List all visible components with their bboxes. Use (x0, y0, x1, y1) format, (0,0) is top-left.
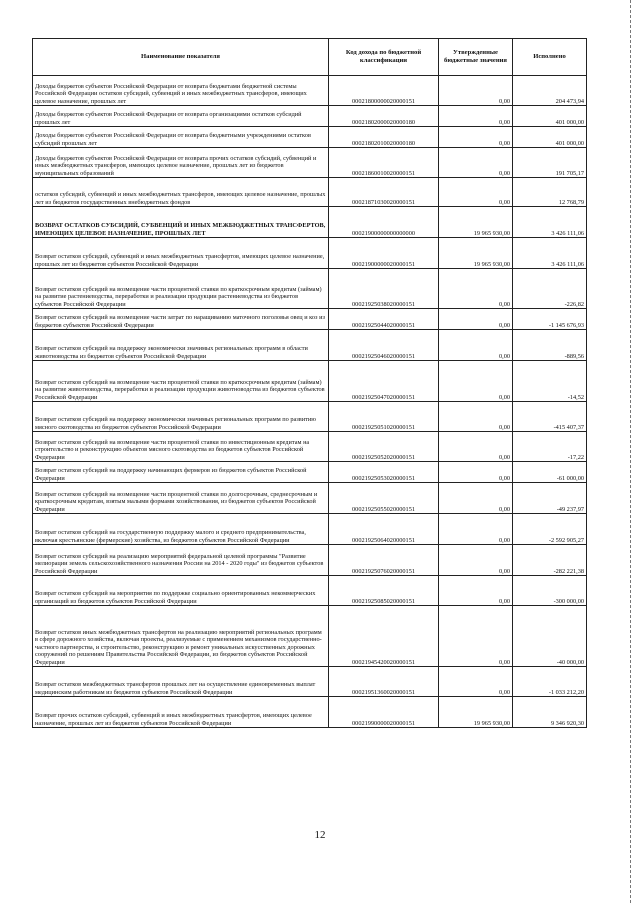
row-executed: -1 145 676,93 (513, 309, 587, 330)
row-executed: 12 768,79 (513, 178, 587, 207)
table-row (33, 483, 587, 514)
table-row (33, 361, 587, 402)
row-name: Возврат остатков субсидий на возмещение части процентной ставки по краткосрочным кредитам (займам) на развитие растениеводства, переработки и реализации продукции растениеводства из бюджетов субъектов Российской Федерации (33, 269, 329, 309)
header-executed: Исполнено (513, 39, 587, 76)
table-row (33, 462, 587, 483)
row-executed: 401 000,00 (513, 106, 587, 127)
row-name: остатков субсидий, субвенций и иных межбюджетных трансферов, имеющих целевое назначение, прошлых лет из бюджетов государственных внебюджетных фондов (33, 178, 329, 207)
row-executed: 204 473,94 (513, 76, 587, 106)
table-row (33, 576, 587, 606)
row-executed: -282 221,38 (513, 545, 587, 576)
row-approved: 0,00 (439, 361, 513, 402)
table-row (33, 402, 587, 432)
row-code: 00021925044020000151 (329, 309, 439, 330)
row-approved: 0,00 (439, 432, 513, 462)
row-approved: 19 965 930,00 (439, 697, 513, 728)
row-name: Доходы бюджетов субъектов Российской Федерации от возврата бюджетными учреждениями остатков субсидий прошлых лет (33, 127, 329, 148)
table-header-row (33, 39, 587, 76)
row-name: Возврат остатков субсидий на поддержку начинающих фермеров из бюджетов субъектов Российской Федерации (33, 462, 329, 483)
row-name: Возврат остатков субсидий на возмещение части процентной ставки по инвестиционным кредитам на строительство и реконструкцию объектов мясного скотоводства из бюджетов субъектов Российской Федерации (33, 432, 329, 462)
header-revenue-code: Код дохода по бюджетной классификации (329, 39, 439, 76)
row-code: 00021802000020000180 (329, 106, 439, 127)
row-approved: 0,00 (439, 576, 513, 606)
row-name: Возврат остатков субсидий на возмещение части процентной ставки по краткосрочным кредитам (займам) на развитие животноводства, переработки и реализации продукции животноводства из бюджетов субъектов Российской Федерации (33, 361, 329, 402)
table-row (33, 127, 587, 148)
row-code: 00021925053020000151 (329, 462, 439, 483)
row-executed: 3 426 111,06 (513, 207, 587, 238)
row-code: 00021871030020000151 (329, 178, 439, 207)
row-name: Возврат остатков межбюджетных трансфертов прошлых лет на осуществление единовременных выплат медицинским работникам из бюджетов субъектов Российской Федерации (33, 667, 329, 697)
table-row (33, 207, 587, 238)
row-approved: 0,00 (439, 127, 513, 148)
row-code: 00021990000020000151 (329, 697, 439, 728)
row-code: 00021900000020000151 (329, 238, 439, 269)
row-approved: 0,00 (439, 106, 513, 127)
table-row (33, 432, 587, 462)
row-code: 00021925038020000151 (329, 269, 439, 309)
row-code: 00021925051020000151 (329, 402, 439, 432)
table-row (33, 178, 587, 207)
table-row (33, 76, 587, 106)
row-executed: -889,56 (513, 330, 587, 361)
row-executed: -61 000,00 (513, 462, 587, 483)
table-row (33, 606, 587, 667)
row-executed: 3 426 111,06 (513, 238, 587, 269)
row-code: 00021800000020000151 (329, 76, 439, 106)
row-executed: -1 033 212,20 (513, 667, 587, 697)
table-row (33, 667, 587, 697)
row-code: 00021925085020000151 (329, 576, 439, 606)
table-row (33, 330, 587, 361)
row-executed: 191 705,17 (513, 148, 587, 178)
scan-margin-line (630, 0, 631, 905)
row-executed: -14,52 (513, 361, 587, 402)
row-executed: -2 592 905,27 (513, 514, 587, 545)
row-approved: 0,00 (439, 483, 513, 514)
table-row (33, 106, 587, 127)
row-approved: 0,00 (439, 269, 513, 309)
row-approved: 0,00 (439, 462, 513, 483)
row-approved: 0,00 (439, 178, 513, 207)
row-name: Возврат остатков субсидий на поддержку экономически значимых региональных программ по развитию мясного скотоводства из бюджетов субъектов Российской Федерации (33, 402, 329, 432)
row-code: 00021925046020000151 (329, 330, 439, 361)
row-executed: -17,22 (513, 432, 587, 462)
table-body (33, 76, 587, 728)
row-approved: 0,00 (439, 309, 513, 330)
row-name: Возврат прочих остатков субсидий, субвенций и иных межбюджетных трансфертов, имеющих целевое назначение, прошлых лет из бюджетов субъектов Российской Федерации (33, 697, 329, 728)
row-approved: 19 965 930,00 (439, 238, 513, 269)
row-code: 00021925076020000151 (329, 545, 439, 576)
table-row (33, 148, 587, 178)
row-approved: 0,00 (439, 76, 513, 106)
row-name: Возврат остатков субсидий на мероприятия по поддержке социально ориентированных некоммерческих организаций из бюджетов субъектов Российской Федерации (33, 576, 329, 606)
table-row (33, 269, 587, 309)
row-approved: 0,00 (439, 545, 513, 576)
row-code: 00021925055020000151 (329, 483, 439, 514)
row-name: Возврат остатков иных межбюджетных трансфертов на реализацию мероприятий региональных программ в сфере дорожного хозяйства, включая проекты, реализуемые с применением механизмов государственно-частного партнерства, и строительство, реконструкцию и ремонт уникальных искусственных дорожных сооружений по решениям Правительства Российской Федерации, из бюджетов субъектов Российской Федерации (33, 606, 329, 667)
row-name: Доходы бюджетов субъектов Российской Федерации от возврата бюджетами бюджетной системы Российской Федерации остатков субсидий, субвенций и иных межбюджетных трансферов, имеющих целевое назначение, прошлых лет (33, 76, 329, 106)
row-approved: 0,00 (439, 514, 513, 545)
row-code: 00021802010020000180 (329, 127, 439, 148)
row-name: Доходы бюджетов субъектов Российской Федерации от возврата прочих остатков субсидий, субвенций и иных межбюджетных трансферов, имеющих целевое назначение, прошлых лет из бюджетов муниципальных образований (33, 148, 329, 178)
row-approved: 19 965 930,00 (439, 207, 513, 238)
row-approved: 0,00 (439, 606, 513, 667)
row-name: Возврат остатков субсидий на возмещение части затрат по наращиванию маточного поголовья овец и коз из бюджетов субъектов Российской Федерации (33, 309, 329, 330)
row-name: Возврат остатков субсидий, субвенций и иных межбюджетных трансфертов, имеющих целевое назначение, прошлых лет из бюджетов субъектов Российской Федерации (33, 238, 329, 269)
table-row (33, 697, 587, 728)
table-row (33, 238, 587, 269)
row-executed: -226,82 (513, 269, 587, 309)
row-name: Доходы бюджетов субъектов Российской Федерации от возврата организациями остатков субсидий прошлых лет (33, 106, 329, 127)
row-code: 00021900000000000000 (329, 207, 439, 238)
row-approved: 0,00 (439, 148, 513, 178)
row-approved: 0,00 (439, 667, 513, 697)
table-row (33, 309, 587, 330)
row-name: Возврат остатков субсидий на государственную поддержку малого и среднего предпринимательства, включая крестьянские (фермерские) хозяйства, из бюджетов субъектов Российской Федерации (33, 514, 329, 545)
row-executed: -49 237,97 (513, 483, 587, 514)
row-code: 00021945420020000151 (329, 606, 439, 667)
header-indicator-name: Наименование показателя (33, 39, 329, 76)
table-row (33, 545, 587, 576)
row-code: 00021925052020000151 (329, 432, 439, 462)
row-code: 00021860010020000151 (329, 148, 439, 178)
row-executed: -415 407,37 (513, 402, 587, 432)
row-code: 00021925064020000151 (329, 514, 439, 545)
row-code: 00021951360020000151 (329, 667, 439, 697)
row-name: Возврат остатков субсидий на реализацию мероприятий федеральной целевой программы "Развитие мелиорации земель сельскохозяйственного назначения России на 2014 - 2020 годы" из бюджетов субъектов Российской Федерации (33, 545, 329, 576)
table-row (33, 514, 587, 545)
page-number: 12 (314, 829, 326, 841)
row-executed: 9 346 920,30 (513, 697, 587, 728)
header-approved-values: Утвержденные бюджетные значения (439, 39, 513, 76)
row-code: 00021925047020000151 (329, 361, 439, 402)
row-name: Возврат остатков субсидий на возмещение части процентной ставки по долгосрочным, среднесрочным и краткосрочным кредитам, взятым малыми формами хозяйствования, из бюджетов субъектов Российской Федерации (33, 483, 329, 514)
row-executed: -40 000,00 (513, 606, 587, 667)
revenue-table (32, 38, 587, 728)
row-name: ВОЗВРАТ ОСТАТКОВ СУБСИДИЙ, СУБВЕНЦИЙ И ИНЫХ МЕЖБЮДЖЕТНЫХ ТРАНСФЕРТОВ, ИМЕЮЩИХ ЦЕЛЕВОЕ НАЗНАЧЕНИЕ, ПРОШЛЫХ ЛЕТ (33, 207, 329, 238)
row-executed: 401 000,00 (513, 127, 587, 148)
row-executed: -300 000,00 (513, 576, 587, 606)
row-approved: 0,00 (439, 402, 513, 432)
row-name: Возврат остатков субсидий на поддержку экономически значимых региональных программ в области животноводства из бюджетов субъектов Российской Федерации (33, 330, 329, 361)
row-approved: 0,00 (439, 330, 513, 361)
